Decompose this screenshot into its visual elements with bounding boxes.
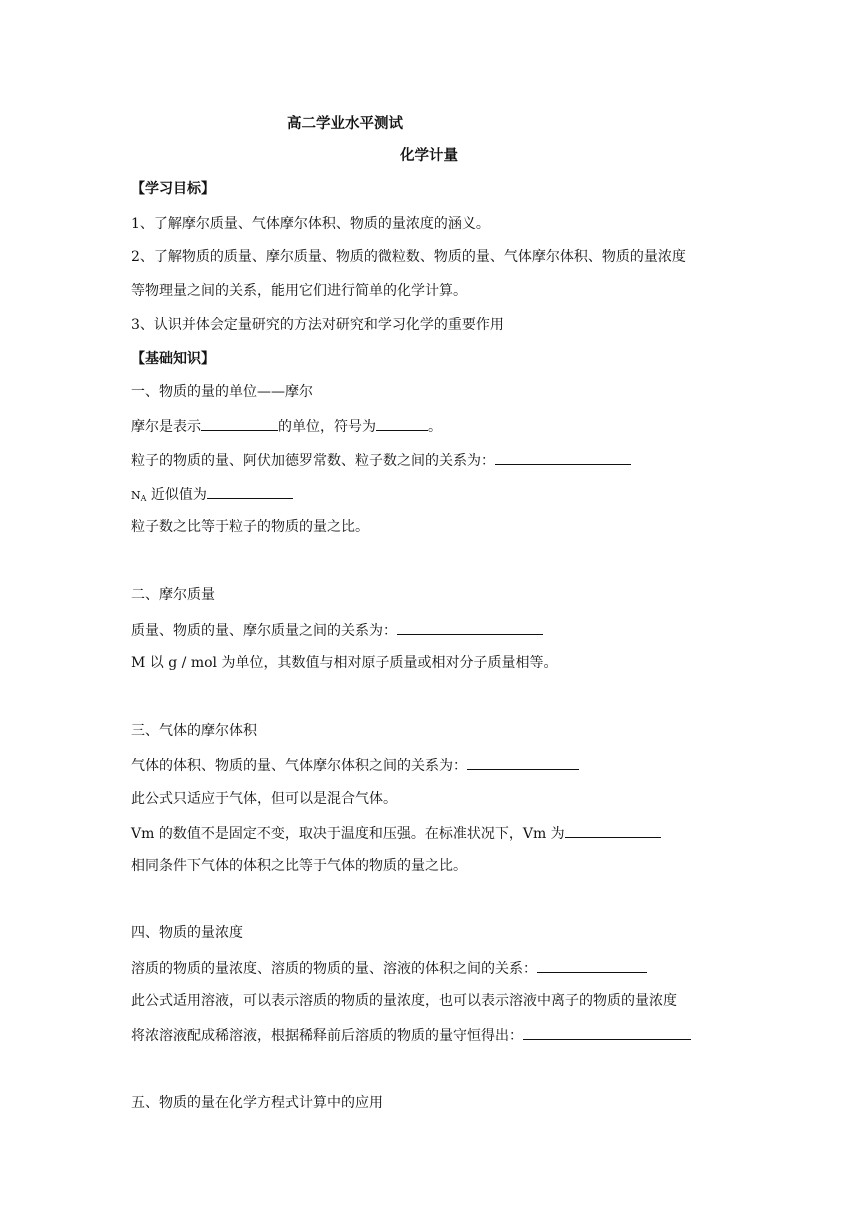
- section-1-line-3: [131, 484, 293, 509]
- section-5-heading: 五、物质的量在化学方程式计算中的应用: [131, 1095, 383, 1111]
- document-subtitle: 化学计量: [400, 148, 458, 164]
- section-4-line-1: [131, 958, 647, 979]
- basics-heading: 【基础知识】: [131, 351, 215, 367]
- section-1-line-1-text-c: 。: [428, 419, 442, 435]
- section-1-line-1: [131, 416, 442, 437]
- answer-blank[interactable]: [207, 484, 293, 499]
- answer-blank[interactable]: [537, 958, 647, 973]
- section-4-line-3-text: 将浓溶液配成稀溶液，根据稀释前后溶质的物质的量守恒得出：: [131, 1028, 523, 1044]
- section-4-line-3: [131, 1025, 691, 1046]
- goal-item-2-line-2: 等物理量之间的关系，能用它们进行简单的化学计算。: [131, 283, 467, 299]
- section-1-heading: 一、物质的量的单位——摩尔: [131, 384, 313, 400]
- na-symbol: N: [131, 489, 141, 502]
- section-3-line-1-text: 气体的体积、物质的量、气体摩尔体积之间的关系为：: [131, 758, 467, 774]
- goal-item-2-line-1: 2、了解物质的质量、摩尔质量、物质的微粒数、物质的量、气体摩尔体积、物质的量浓度: [131, 249, 686, 265]
- goal-item-1: 1、了解摩尔质量、气体摩尔体积、物质的量浓度的涵义。: [131, 216, 490, 232]
- answer-blank[interactable]: [495, 450, 631, 465]
- answer-blank[interactable]: [565, 823, 661, 838]
- section-2-line-1: [131, 620, 543, 641]
- section-4-line-2: 此公式适用溶液，可以表示溶质的物质的量浓度，也可以表示溶液中离子的物质的量浓度: [131, 993, 677, 1009]
- answer-blank[interactable]: [523, 1025, 691, 1040]
- answer-blank[interactable]: [467, 755, 579, 770]
- section-1-line-3-text: 近似值为: [146, 487, 207, 503]
- answer-blank[interactable]: [376, 416, 428, 431]
- section-2-line-2: M 以 g / mol 为单位，其数值与相对原子质量或相对分子质量相等。: [131, 655, 558, 671]
- section-1-line-1-text-a: 摩尔是表示: [131, 419, 201, 435]
- section-1-line-2: [131, 450, 631, 471]
- section-4-line-1-text: 溶质的物质的量浓度、溶质的物质的量、溶液的体积之间的关系：: [131, 961, 537, 977]
- na-subscript: A: [140, 494, 147, 503]
- section-1-line-1-text-b: 的单位，符号为: [278, 419, 376, 435]
- section-3-line-4: 相同条件下气体的体积之比等于气体的物质的量之比。: [131, 858, 467, 874]
- document-title: 高二学业水平测试: [287, 116, 403, 132]
- section-3-heading: 三、气体的摩尔体积: [131, 723, 257, 739]
- section-2-heading: 二、摩尔质量: [131, 587, 215, 603]
- section-1-line-4: 粒子数之比等于粒子的物质的量之比。: [131, 519, 369, 535]
- section-3-line-2: 此公式只适应于气体，但可以是混合气体。: [131, 791, 397, 807]
- section-3-line-1: [131, 755, 579, 776]
- goal-item-3: 3、认识并体会定量研究的方法对研究和学习化学的重要作用: [131, 317, 504, 333]
- section-4-heading: 四、物质的量浓度: [131, 925, 243, 941]
- answer-blank[interactable]: [397, 620, 543, 635]
- section-2-line-1-text: 质量、物质的量、摩尔质量之间的关系为：: [131, 623, 397, 639]
- section-3-line-3: [131, 823, 661, 844]
- goals-heading: 【学习目标】: [131, 181, 215, 197]
- section-3-line-3-text: Vm 的数值不是固定不变，取决于温度和压强。在标准状况下，Vm 为: [131, 826, 565, 842]
- section-1-line-2-text: 粒子的物质的量、阿伏加德罗常数、粒子数之间的关系为：: [131, 453, 495, 469]
- answer-blank[interactable]: [201, 416, 278, 431]
